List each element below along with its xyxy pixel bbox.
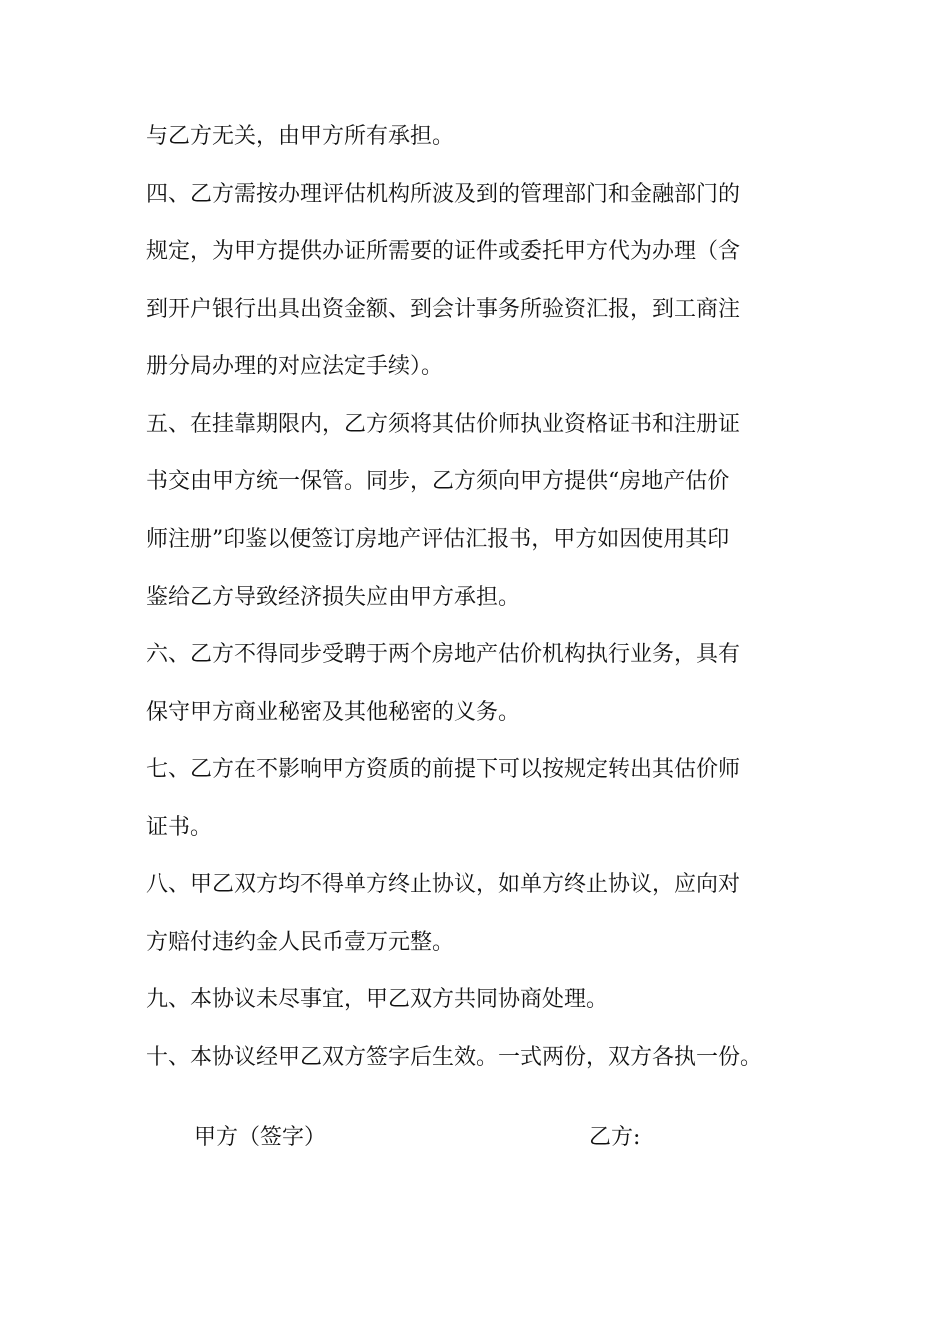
text-line-6: 五、在挂靠期限内，乙方须将其估价师执业资格证书和注册证: [146, 412, 741, 437]
text-line-17: 十、本协议经甲乙双方签字后生效。一式两份，双方各执一份。: [146, 1045, 763, 1070]
text-line-10: 六、乙方不得同步受聘于两个房地产估价机构执行业务，具有: [146, 642, 741, 667]
text-line-3: 规定，为甲方提供办证所需要的证件或委托甲方代为办理（含: [146, 239, 741, 264]
text-line-12: 七、乙方在不影响甲方资质的前提下可以按规定转出其估价师: [146, 757, 741, 782]
text-line-13: 证书。: [146, 815, 213, 840]
text-line-15: 方赔付违约金人民币壹万元整。: [146, 930, 455, 955]
text-line-9: 鉴给乙方导致经济损失应由甲方承担。: [146, 585, 521, 610]
text-line-14: 八、甲乙双方均不得单方终止协议，如单方终止协议，应向对: [146, 872, 741, 897]
text-line-2: 四、乙方需按办理评估机构所波及到的管理部门和金融部门的: [146, 182, 741, 207]
text-line-1: 与乙方无关，由甲方所有承担。: [146, 124, 455, 149]
party-b-signature-label: 乙方:: [589, 1125, 641, 1150]
text-line-16: 九、本协议未尽事宜，甲乙双方共同协商处理。: [146, 987, 609, 1012]
text-line-4: 到开户银行出具出资金额、到会计事务所验资汇报，到工商注: [146, 297, 741, 322]
text-line-8: 师注册”印鉴以便签订房地产评估汇报书，甲方如因使用其印: [146, 527, 730, 552]
text-line-5: 册分局办理的对应法定手续）。: [146, 354, 444, 379]
text-line-7: 书交由甲方统一保管。同步，乙方须向甲方提供“房地产估价: [146, 469, 730, 494]
party-a-signature-label: 甲方（签字）: [194, 1125, 327, 1150]
text-line-11: 保守甲方商业秘密及其他秘密的义务。: [146, 700, 521, 725]
